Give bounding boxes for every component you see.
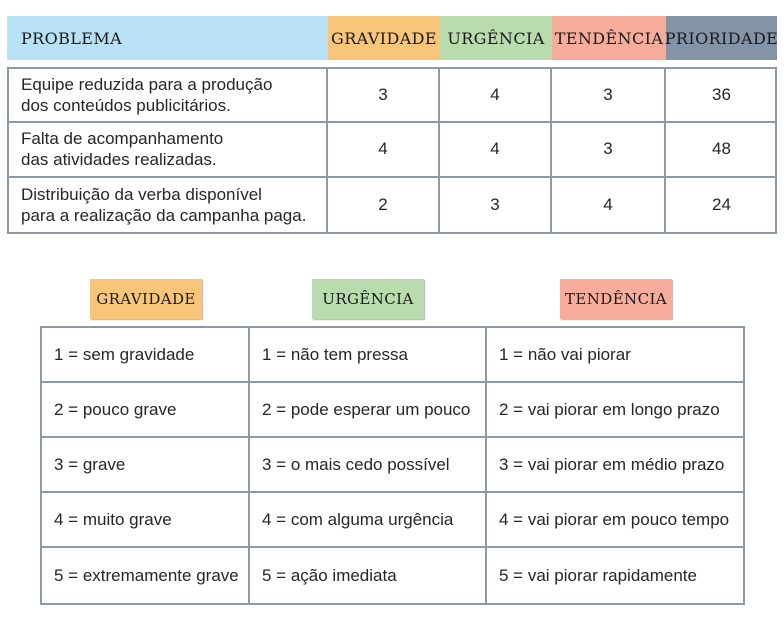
problem-cell: [9, 123, 328, 177]
gravidade-scale-item: 1 = sem gravidade: [42, 328, 250, 383]
tendencia-score: 3: [552, 123, 666, 177]
header-cell-prioridade: PRIORIDADE: [666, 16, 777, 60]
legend-scale-table: [40, 326, 745, 605]
urgencia-score: 4: [440, 123, 552, 177]
header-cell-gravidade: GRAVIDADE: [328, 16, 440, 60]
urgencia-scale-item: 2 = pode esperar um pouco: [250, 383, 487, 438]
gravidade-scale-item: 3 = grave: [42, 438, 250, 493]
tendencia-scale-item: 2 = vai piorar em longo prazo: [487, 383, 743, 438]
urgencia-scale-item: 1 = não tem pressa: [250, 328, 487, 383]
problem-text-line: Equipe reduzida para a produção: [21, 75, 273, 95]
gravidade-scale-item: 4 = muito grave: [42, 493, 250, 548]
legend-chip-tendencia: TENDÊNCIA: [560, 279, 672, 319]
tendencia-scale-item: 5 = vai piorar rapidamente: [499, 565, 697, 585]
tendencia-scale-item: 4 = vai piorar em pouco tempo: [487, 493, 743, 548]
gravidade-score: 2: [328, 178, 440, 232]
urgencia-score: 4: [440, 69, 552, 123]
problem-cell: [9, 178, 328, 232]
gravidade-score: 3: [328, 69, 440, 123]
legend-chip-gravidade: GRAVIDADE: [90, 279, 202, 319]
tendencia-scale-item: 3 = vai piorar em médio prazo: [487, 438, 743, 493]
urgencia-scale-item: 4 = com alguma urgência: [250, 493, 487, 548]
gut-matrix-table: [7, 67, 777, 234]
header-cell-urgencia: URGÊNCIA: [440, 16, 552, 60]
problem-text-line: Falta de acompanhamento: [21, 129, 224, 149]
problem-text-line: Distribuição da verba disponível: [21, 184, 262, 204]
gravidade-score: 4: [328, 123, 440, 177]
problem-text-line: para a realização da campanha paga.: [21, 205, 307, 225]
header-cell-tendencia: TENDÊNCIA: [552, 16, 666, 60]
tendencia-score: 4: [552, 178, 666, 232]
gravidade-scale-item: 2 = pouco grave: [42, 383, 250, 438]
urgencia-scale-item: 5 = ação imediata: [250, 548, 487, 603]
urgencia-scale-item: 3 = o mais cedo possível: [250, 438, 487, 493]
gravidade-scale-item: 5 = extremamente grave: [42, 548, 250, 603]
matrix-header-row: [7, 16, 777, 60]
tendencia-score: 3: [552, 69, 666, 123]
prioridade-score: 24: [712, 194, 731, 214]
problem-text-line: das atividades realizadas.: [21, 150, 217, 170]
problem-cell: [9, 69, 328, 123]
prioridade-score: 36: [666, 69, 777, 123]
problem-text-line: dos conteúdos publicitários.: [21, 96, 231, 116]
legend-chip-urgencia: URGÊNCIA: [312, 279, 424, 319]
urgencia-score: 3: [440, 178, 552, 232]
prioridade-score: 48: [666, 123, 777, 177]
header-cell-problema: PROBLEMA: [7, 16, 328, 60]
tendencia-scale-item: 1 = não vai piorar: [487, 328, 743, 383]
